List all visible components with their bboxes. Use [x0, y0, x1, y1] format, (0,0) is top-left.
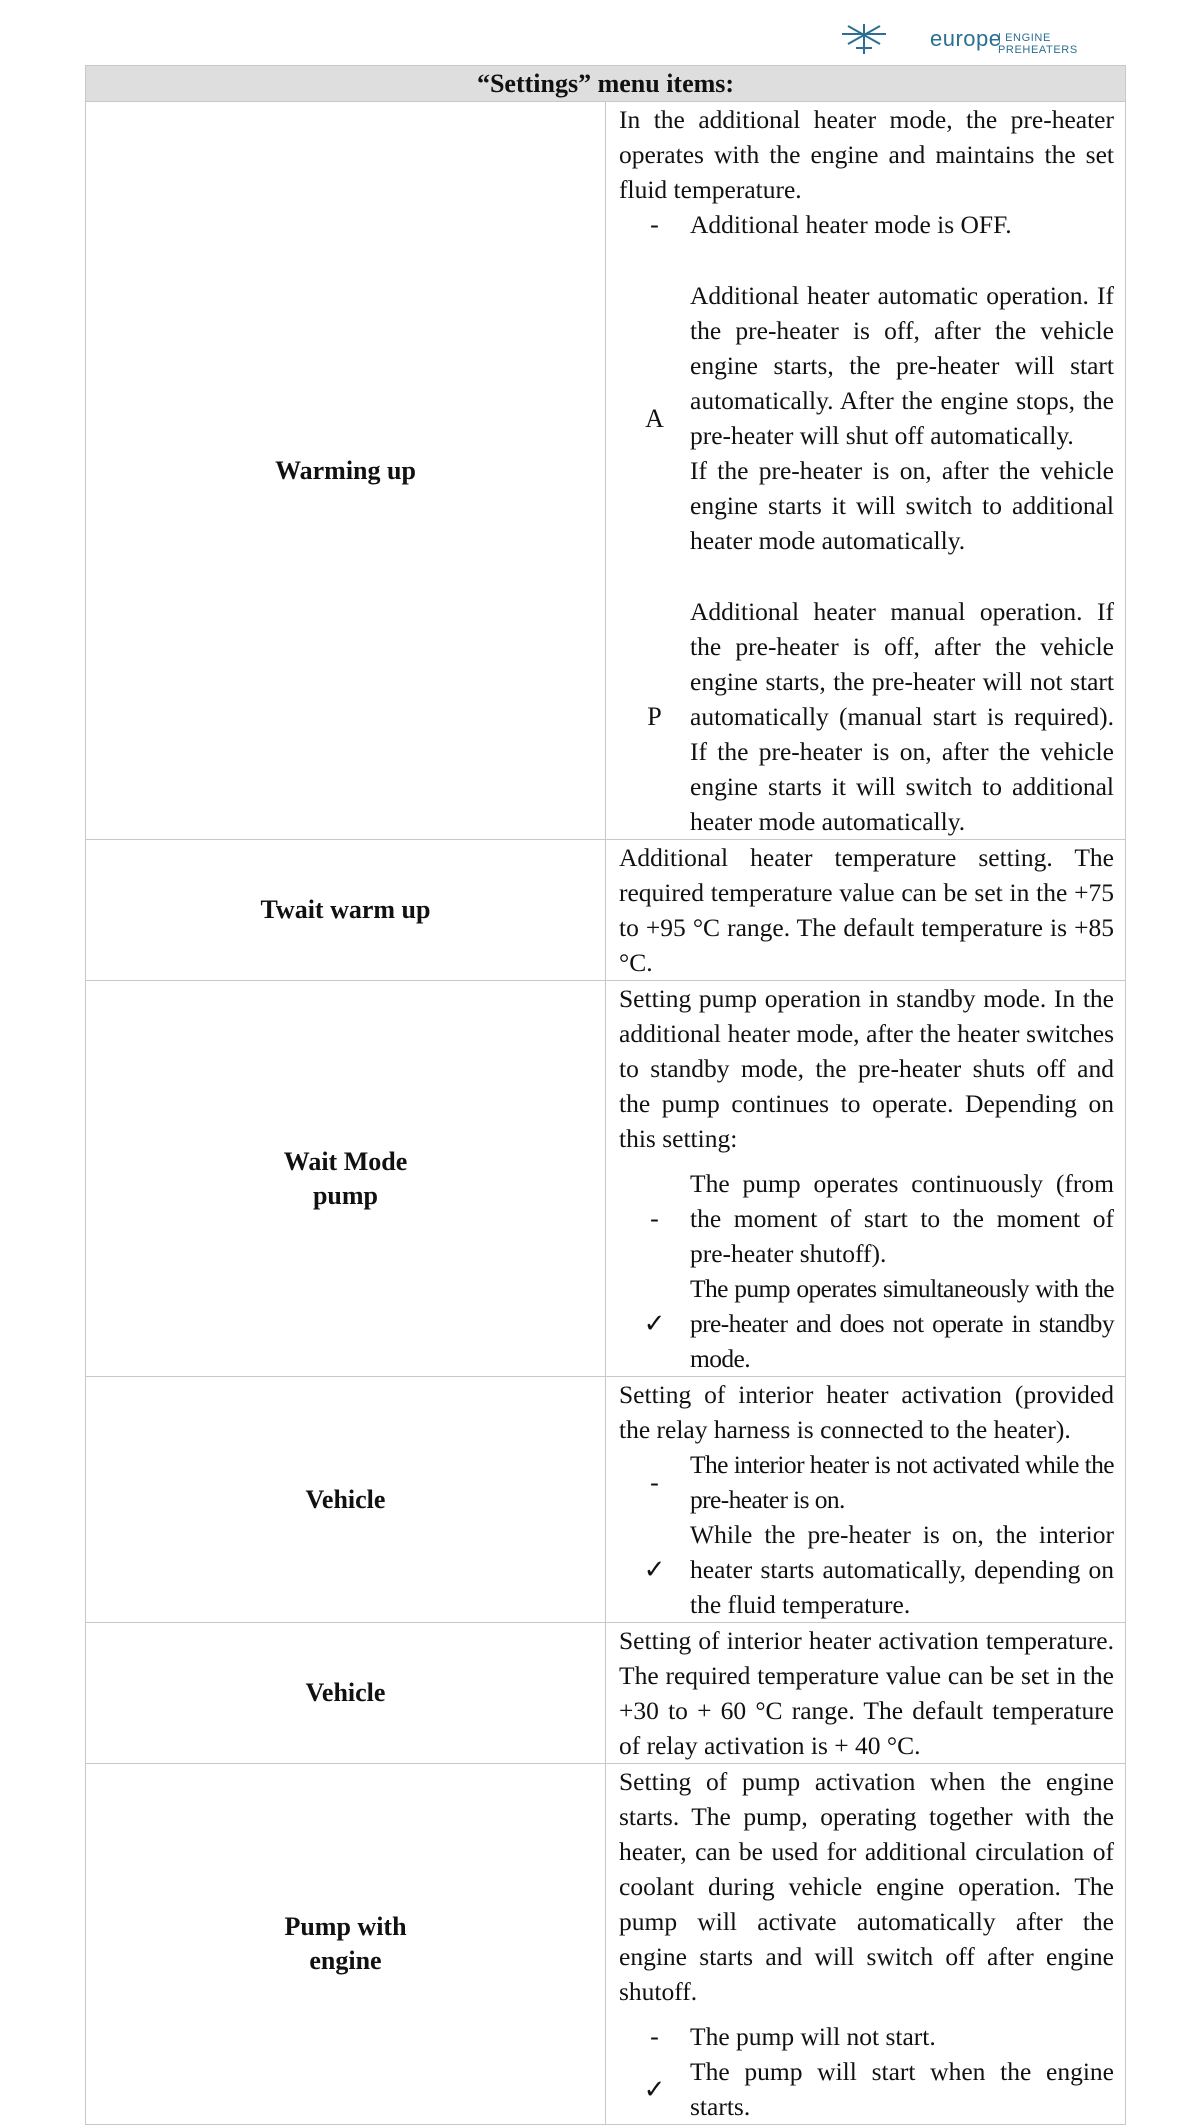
- option-text: Additional heater mode is OFF.: [690, 210, 1012, 239]
- setting-name: Vehicle: [86, 1623, 606, 1764]
- setting-description: [606, 1764, 1126, 2125]
- table-row: [86, 1623, 1126, 1764]
- description-intro: In the additional heater mode, the pre-heater operates with the engine and maintains the set fluid temperature.: [619, 105, 1114, 204]
- table-title: “Settings” menu items:: [86, 66, 1126, 102]
- settings-table: [85, 65, 1126, 2125]
- option-item: [619, 1517, 1114, 1622]
- setting-name: Warming up: [86, 102, 606, 840]
- setting-description: [606, 1623, 1126, 1764]
- option-symbol: P: [647, 702, 662, 731]
- description-intro: Setting of interior heater activation temperature. The required temperature value can be set in the +30 to + 60 °C range. The default temperature of relay activation is + 40 °C.: [619, 1626, 1114, 1760]
- description-intro: Setting pump operation in standby mode. In the additional heater mode, after the heater switches to standby mode, the pre-heater shuts off and the pump continues to operate. Depending on this setting:: [619, 984, 1114, 1153]
- option-text: While the pre-heater is on, the interior heater starts automatically, depending on the fluid temperature.: [690, 1520, 1114, 1619]
- brand-subtitle: | ENGINE PREHEATERS: [998, 32, 1078, 56]
- option-text: The pump will start when the engine starts.: [690, 2057, 1114, 2121]
- check-icon: ✓: [643, 2074, 666, 2104]
- table-header-row: [86, 66, 1126, 102]
- option-text: The pump will not start.: [690, 2022, 936, 2051]
- table-row: [86, 981, 1126, 1377]
- option-item: [619, 594, 1114, 839]
- option-text: Additional heater automatic operation. If the pre-heater is off, after the vehicle engine starts, the pre-heater will start automatically. After the engine stops, the pre-heater will shut off automatically.: [690, 281, 1114, 450]
- company-logo: [838, 22, 1118, 58]
- option-item: [619, 2054, 1114, 2124]
- snowflake-logo-icon: [838, 22, 890, 56]
- setting-description: [606, 1377, 1126, 1623]
- setting-description: [606, 981, 1126, 1377]
- option-item: [619, 2019, 1114, 2054]
- option-symbol: -: [650, 1204, 659, 1233]
- option-item: [619, 207, 1114, 242]
- option-symbol: -: [650, 1467, 659, 1497]
- option-item: [619, 1166, 1114, 1271]
- description-intro: Setting of pump activation when the engine starts. The pump, operating together with the heater, can be used for additional circulation of coolant during vehicle engine operation. The pump will activate automatically after the engine starts and will switch off after engine shutoff.: [619, 1767, 1114, 2006]
- option-text: Additional heater manual operation. If the pre-heater is off, after the vehicle engine starts, the pre-heater will not start automatically (manual start is required). If the pre-heater is on, after the vehicle engine starts it will switch to additional heater mode automatically.: [690, 597, 1114, 836]
- setting-name: Vehicle: [86, 1377, 606, 1623]
- table-row: [86, 840, 1126, 981]
- option-text: The interior heater is not activated while the pre-heater is on.: [690, 1450, 1114, 1514]
- brand-name: europe: [930, 26, 1002, 51]
- option-symbol: -: [650, 210, 659, 239]
- setting-description: [606, 102, 1126, 840]
- check-icon: ✓: [643, 1309, 666, 1338]
- setting-name: Twait warm up: [86, 840, 606, 981]
- check-icon: ✓: [643, 1555, 666, 1584]
- table-row: [86, 1764, 1126, 2125]
- option-text: The pump operates simultaneously with the pre-heater and does not operate in standby mode.: [690, 1274, 1114, 1373]
- setting-name: Pump with engine: [86, 1764, 606, 2125]
- option-item: [619, 278, 1114, 558]
- description-intro: Setting of interior heater activation (provided the relay harness is connected to the heater).: [619, 1380, 1114, 1444]
- table-row: [86, 102, 1126, 840]
- setting-description: [606, 840, 1126, 981]
- table-row: [86, 1377, 1126, 1623]
- description-intro: Additional heater temperature setting. The required temperature value can be set in the +75 to +95 °C range. The default temperature is +85 °C.: [619, 843, 1114, 977]
- option-symbol: -: [650, 2022, 659, 2051]
- option-item: [619, 1447, 1114, 1517]
- option-text: The pump operates continuously (from the moment of start to the moment of pre-heater shutoff).: [690, 1169, 1114, 1268]
- option-symbol: A: [645, 403, 664, 433]
- option-item: [619, 1271, 1114, 1376]
- setting-name: Wait Mode pump: [86, 981, 606, 1377]
- option-text-continued: If the pre-heater is on, after the vehicle engine starts it will switch to additional heater mode automatically.: [690, 456, 1114, 555]
